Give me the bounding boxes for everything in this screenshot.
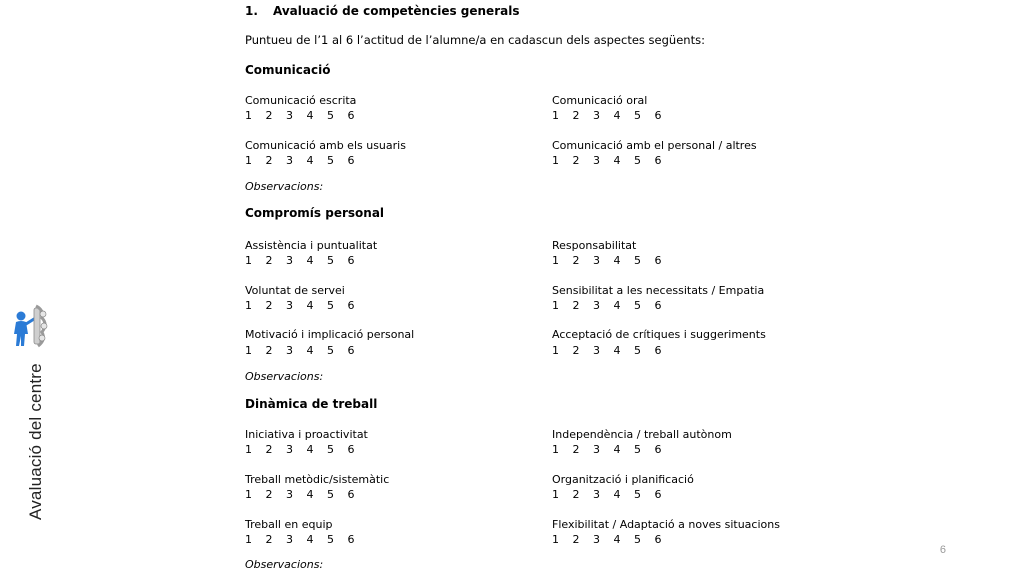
rating-scale[interactable]: 1 2 3 4 5 6 [552,154,662,167]
section-title-compromis: Compromís personal [245,206,385,220]
item-label: Independència / treball autònom [552,428,732,441]
item-label: Comunicació amb els usuaris [245,139,406,152]
form-heading [245,4,519,18]
page-number: 6 [939,544,946,556]
item-label: Comunicació oral [552,94,648,107]
observations-field[interactable]: Observacions: [245,558,324,571]
rating-scale[interactable]: 1 2 3 4 5 6 [552,533,662,546]
rating-scale[interactable]: 1 2 3 4 5 6 [245,488,355,501]
section-title-comunicacio: Comunicació [245,63,331,77]
rating-scale[interactable]: 1 2 3 4 5 6 [245,254,355,267]
rating-scale[interactable]: 1 2 3 4 5 6 [245,344,355,357]
heading-title: Avaluació de competències generals [273,4,520,18]
instruction-text: Puntueu de l’1 al 6 l’actitud de l’alumne/a en cadascun dels aspectes següents: [245,33,705,47]
section-title-dinamica: Dinàmica de treball [245,397,378,411]
rating-scale[interactable]: 1 2 3 4 5 6 [245,443,355,456]
rating-scale[interactable]: 1 2 3 4 5 6 [245,109,355,122]
heading-number: 1. [245,4,258,18]
rating-scale[interactable]: 1 2 3 4 5 6 [552,344,662,357]
rating-scale[interactable]: 1 2 3 4 5 6 [245,533,355,546]
item-label: Comunicació amb el personal / altres [552,139,757,152]
person-figure-icon [12,302,54,350]
item-label: Comunicació escrita [245,94,357,107]
item-label: Flexibilitat / Adaptació a noves situacions [552,518,780,531]
item-label: Iniciativa i proactivitat [245,428,368,441]
item-label: Responsabilitat [552,239,637,252]
side-title: Avaluació del centre [26,363,45,520]
rating-scale[interactable]: 1 2 3 4 5 6 [552,299,662,312]
item-label: Organització i planificació [552,473,694,486]
rating-scale[interactable]: 1 2 3 4 5 6 [245,154,355,167]
rating-scale[interactable]: 1 2 3 4 5 6 [245,299,355,312]
observations-field[interactable]: Observacions: [245,180,324,193]
item-label: Voluntat de servei [245,284,345,297]
item-label: Assistència i puntualitat [245,239,378,252]
item-label: Treball en equip [245,518,333,531]
item-label: Acceptació de crítiques i suggeriments [552,328,766,341]
item-label: Treball metòdic/sistemàtic [245,473,390,486]
rating-scale[interactable]: 1 2 3 4 5 6 [552,109,662,122]
rating-scale[interactable]: 1 2 3 4 5 6 [552,254,662,267]
rating-scale[interactable]: 1 2 3 4 5 6 [552,443,662,456]
item-label: Sensibilitat a les necessitats / Empatia [552,284,765,297]
observations-field[interactable]: Observacions: [245,370,324,383]
rating-scale[interactable]: 1 2 3 4 5 6 [552,488,662,501]
item-label: Motivació i implicació personal [245,328,415,341]
